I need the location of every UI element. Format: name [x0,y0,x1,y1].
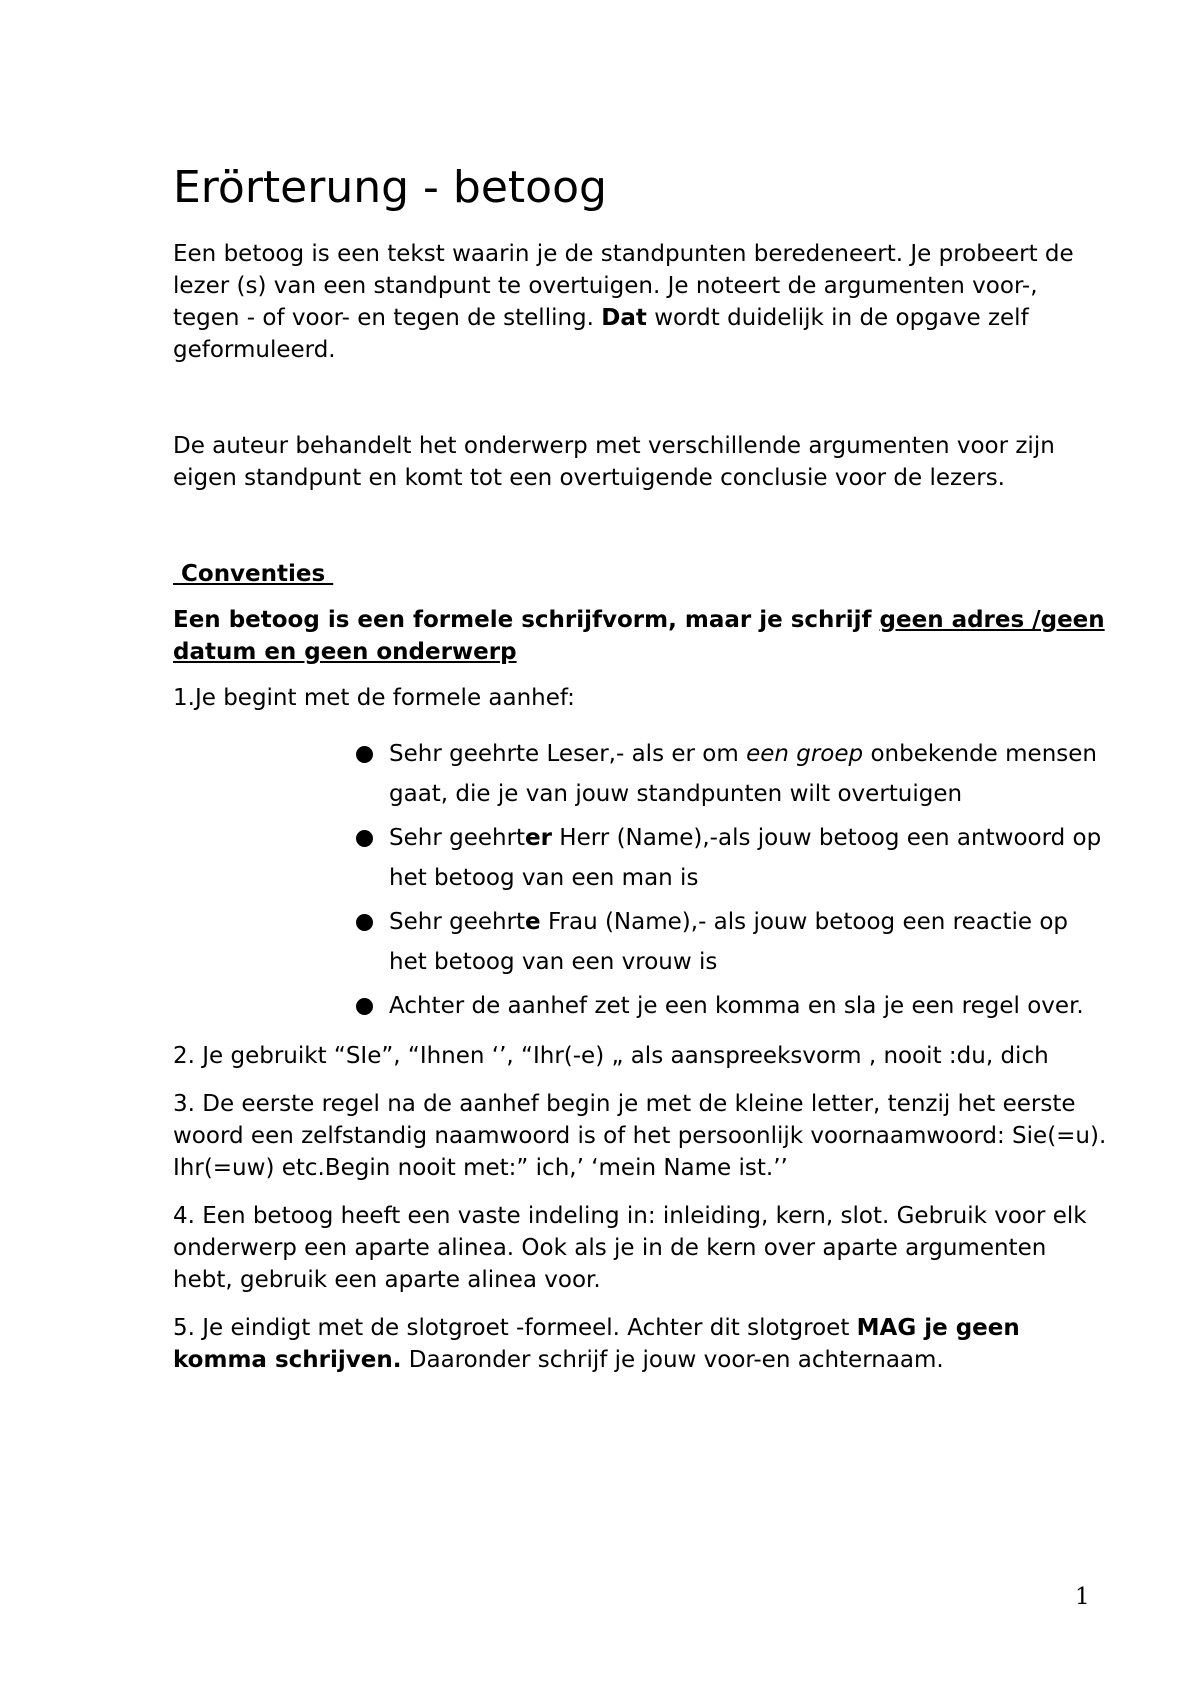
intro-bold: Dat [601,305,647,331]
list-item [356,734,1108,814]
item-3: 3. De eerste regel na de aanhef begin je met de kleine letter, tenzij het eerste woord een zelfstandig naamwoord is of het persoonlijk voornaamwoord: Sie(=u). Ihr(=uw) etc.Begin nooit met:” ich,’ ‘mein Name ist.’’ [173,1091,1107,1181]
list-item [356,986,1108,1026]
page-number: 1 [1075,1584,1090,1610]
section-heading-text: Conventies [173,561,334,587]
document-title: Erörterung - betoog [173,162,607,213]
bullet-1-text-2: onbekende mensen gaat, die je van jouw standpunten wilt overtuigen [389,741,1097,807]
bullet-3-bold: e [525,909,541,935]
conventions-heading-text: Een betoog is een formele schrijfvorm, maar je schrijf [173,607,880,633]
item-5-text-2: Daaronder schrijf je jouw voor-en achternaam. [401,1347,944,1373]
intro-text-1: Een betoog is een tekst waarin je de standpunten beredeneert. Je probeert de lezer (s) van een standpunt te overtuigen. Je noteert de argumenten voor-, tegen - of voor- en tegen de stelling. [173,241,1074,331]
bullet-2-text-1: Sehr geehrt [389,825,526,851]
bullet-3-text-2: Frau (Name),- als jouw betoog een reactie op het betoog van een vrouw is [389,909,1069,975]
list-item [356,818,1108,898]
bullet-icon [356,998,373,1015]
intro-paragraph [173,238,1108,366]
list-item [356,902,1108,982]
item-2: 2. Je gebruikt “SIe”, “Ihnen ‘’, “Ihr(-e) „ als aanspreeksvorm , nooit :du, dich [173,1043,1049,1069]
bullet-2-text-2: Herr (Name),-als jouw betoog een antwoord op het betoog van een man is [389,825,1102,891]
conventions-heading-underlined: geen adres /geen datum en geen onderwerp [173,607,1105,665]
section-heading-conventies [173,558,1108,590]
bullet-icon [356,914,373,931]
item-4: 4. Een betoog heeft een vaste indeling in: inleiding, kern, slot. Gebruik voor elk onderwerp een aparte alinea. Ook als je in de kern over aparte argumenten hebt, gebruik een aparte alinea voor. [173,1203,1087,1293]
item-5-bold: MAG je geen komma schrijven. [173,1315,1020,1373]
bullet-icon [356,830,373,847]
conventions-heading [173,604,1108,668]
item-1: 1.Je begint met de formele aanhef: [173,685,575,711]
bullet-3-text-1: Sehr geehrt [389,909,526,935]
bullet-4-text: Achter de aanhef zet je een komma en sla je een regel over. [389,993,1084,1019]
bullet-1-text-1: Sehr geehrte Leser,- als er om [389,741,747,767]
item-5 [173,1312,1108,1376]
bullet-icon [356,746,373,763]
salutation-list [173,734,1108,1026]
bullet-1-italic: een groep [746,741,864,767]
intro-text-2: wordt duidelijk in de opgave zelf geformuleerd. [173,305,1029,363]
item-5-text-1: 5. Je eindigt met de slotgroet -formeel. Achter dit slotgroet [173,1315,857,1341]
page-content [173,160,1108,1392]
author-paragraph: De auteur behandelt het onderwerp met verschillende argumenten voor zijn eigen standpunt en komt tot een overtuigende conclusie voor de lezers. [173,433,1055,491]
bullet-2-bold: er [525,825,552,851]
